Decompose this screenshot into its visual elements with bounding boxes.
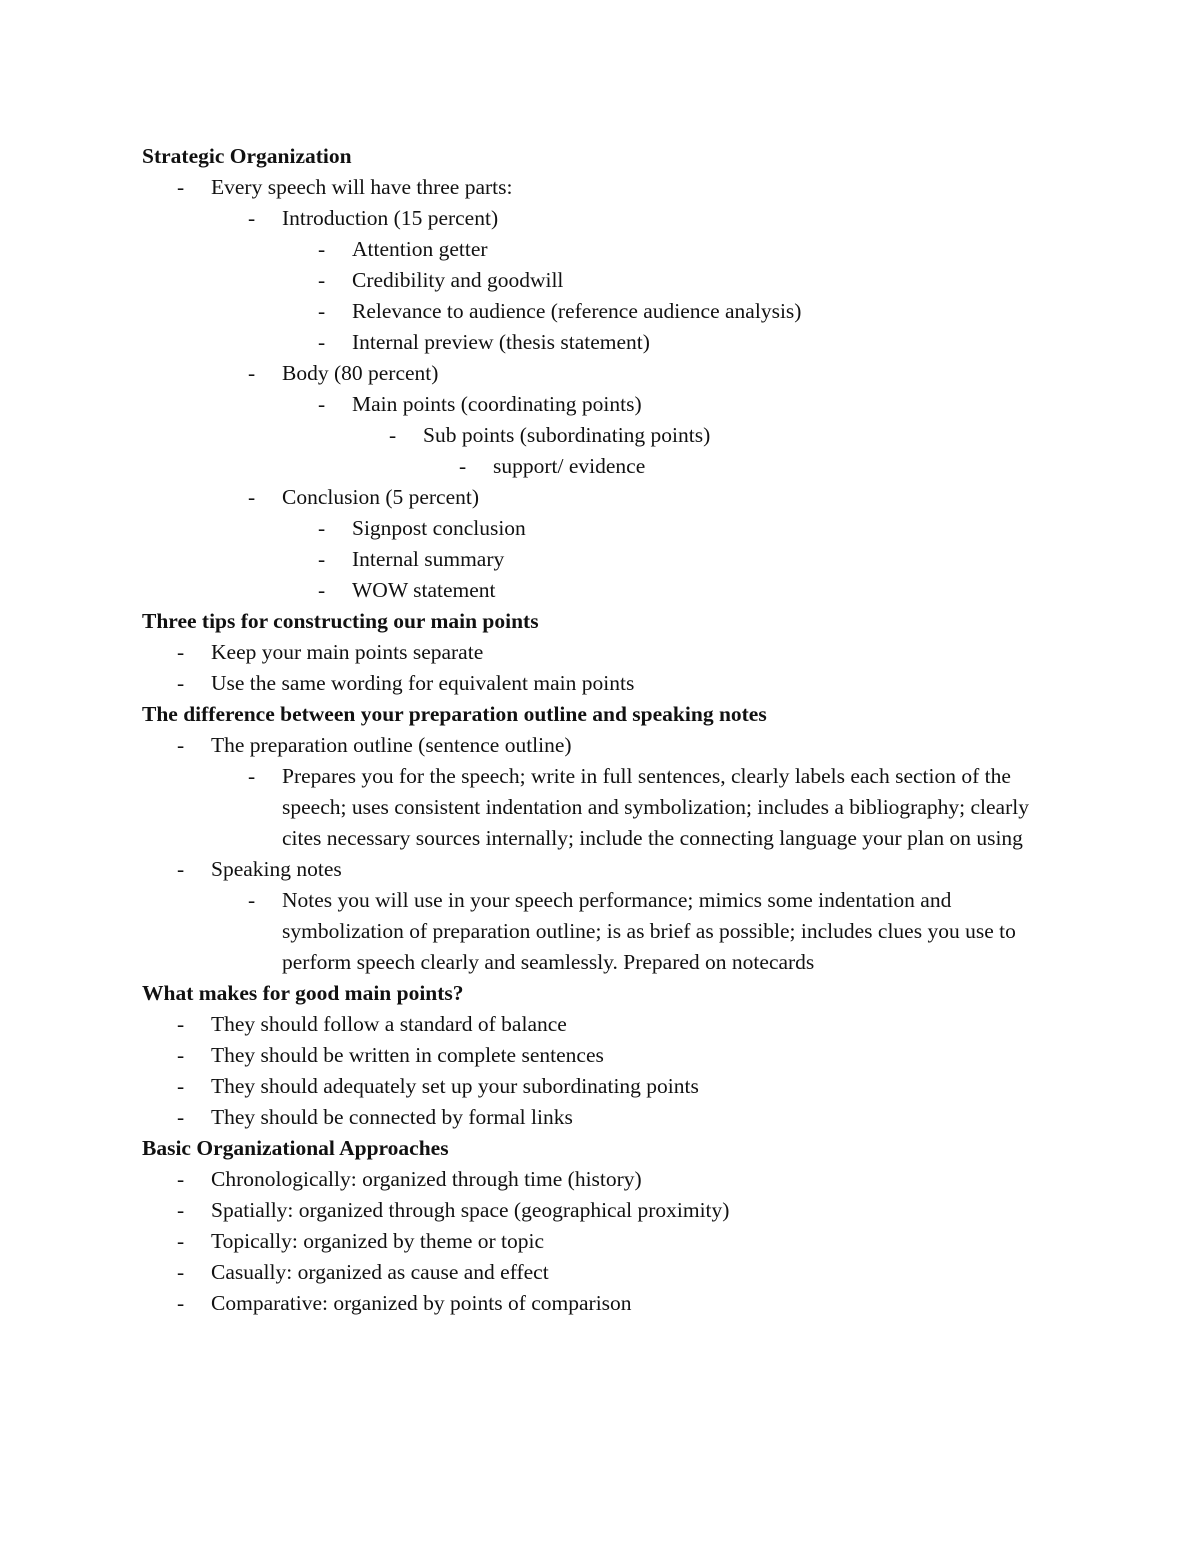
outline-item-text: They should adequately set up your subordinating points [211,1074,699,1098]
section-heading: Basic Organizational Approaches [142,1136,449,1160]
outline-item-text: Main points (coordinating points) [352,392,642,416]
outline-item-text: Credibility and goodwill [352,268,564,292]
outline-item [142,1257,1062,1288]
bullet-dash: - [177,733,185,757]
outline-item-text: They should be written in complete sentences [211,1043,604,1067]
outline-item-text: Comparative: organized by points of comparison [211,1291,632,1315]
outline-item [142,1071,1062,1102]
bullet-dash: - [177,671,185,695]
outline-item [142,482,1062,513]
outline-item-text: Sub points (subordinating points) [423,423,711,447]
bullet-dash: - [177,175,185,199]
bullet-dash: - [248,888,256,912]
bullet-dash: - [177,1260,185,1284]
outline-item-text: Signpost conclusion [352,516,526,540]
outline-item-text: WOW statement [352,578,496,602]
bullet-dash: - [318,330,326,354]
outline-item [142,637,1062,668]
outline-item [142,513,1062,544]
bullet-dash: - [177,1291,185,1315]
bullet-dash: - [318,392,326,416]
outline-item [142,234,1062,265]
outline-item [142,1195,1062,1226]
outline-item-text: Chronologically: organized through time (history) [211,1167,642,1191]
bullet-dash: - [318,578,326,602]
outline-item [142,172,1062,203]
bullet-dash: - [248,361,256,385]
bullet-dash: - [177,1105,185,1129]
outline-item [142,730,1062,761]
bullet-dash: - [318,299,326,323]
outline-item-text: Conclusion (5 percent) [282,485,480,509]
outline-item [142,1102,1062,1133]
outline-item-text: Prepares you for the speech; write in full sentences, clearly labels each section of the speech; uses consistent indentation and symbolization; includes a bibliography; clearly cites necessary sources internally; include the connecting language your plan on using [282,764,1029,850]
outline-item-text: Spatially: organized through space (geographical proximity) [211,1198,730,1222]
section-heading: What makes for good main points? [142,981,464,1005]
outline-item [142,203,1062,234]
outline-item [142,327,1062,358]
bullet-dash: - [177,1012,185,1036]
bullet-dash: - [389,423,397,447]
bullet-dash: - [318,516,326,540]
outline-item [142,544,1062,575]
outline-item-text: Introduction (15 percent) [282,206,499,230]
outline-item-text: Notes you will use in your speech performance; mimics some indentation and symbolization of preparation outline; is as brief as possible; includes clues you use to perform speech clearly and seamlessly. Prepared on notecards [282,888,1016,974]
outline-item-text: Internal preview (thesis statement) [352,330,650,354]
outline-item [142,1009,1062,1040]
outline-item [142,1226,1062,1257]
bullet-dash: - [248,206,256,230]
bullet-dash: - [248,764,256,788]
outline-item-text: Internal summary [352,547,505,571]
bullet-dash: - [177,857,185,881]
bullet-dash: - [318,268,326,292]
outline-item-text: Keep your main points separate [211,640,484,664]
outline-item-text: They should follow a standard of balance [211,1012,567,1036]
outline-item-text: Every speech will have three parts: [211,175,513,199]
bullet-dash: - [318,237,326,261]
bullet-dash: - [177,1167,185,1191]
outline-item-text: support/ evidence [493,454,646,478]
outline-item-text: Casually: organized as cause and effect [211,1260,549,1284]
outline-item [142,1040,1062,1071]
outline-item-text: They should be connected by formal links [211,1105,573,1129]
bullet-dash: - [248,485,256,509]
outline-item-text: Body (80 percent) [282,361,439,385]
outline-item [142,296,1062,327]
outline-item [142,575,1062,606]
section-heading: Three tips for constructing our main points [142,609,539,633]
outline-item [142,885,1062,978]
bullet-dash: - [318,547,326,571]
outline-item [142,389,1062,420]
document-content [142,141,1062,1319]
section-heading: The difference between your preparation outline and speaking notes [142,702,767,726]
bullet-dash: - [177,640,185,664]
outline-item-text: Relevance to audience (reference audience analysis) [352,299,802,323]
outline-item [142,1288,1062,1319]
outline-item [142,358,1062,389]
outline-item-text: Speaking notes [211,857,342,881]
bullet-dash: - [177,1198,185,1222]
outline-item [142,761,1062,854]
bullet-dash: - [459,454,467,478]
bullet-dash: - [177,1043,185,1067]
outline-item-text: Attention getter [352,237,488,261]
bullet-dash: - [177,1229,185,1253]
outline-item-text: Topically: organized by theme or topic [211,1229,545,1253]
outline-item [142,451,1062,482]
outline-item-text: The preparation outline (sentence outline) [211,733,572,757]
outline-item [142,420,1062,451]
outline-item [142,1164,1062,1195]
bullet-dash: - [177,1074,185,1098]
outline-item [142,854,1062,885]
outline-item [142,265,1062,296]
outline-item-text: Use the same wording for equivalent main points [211,671,635,695]
section-heading: Strategic Organization [142,144,352,168]
outline-item [142,668,1062,699]
